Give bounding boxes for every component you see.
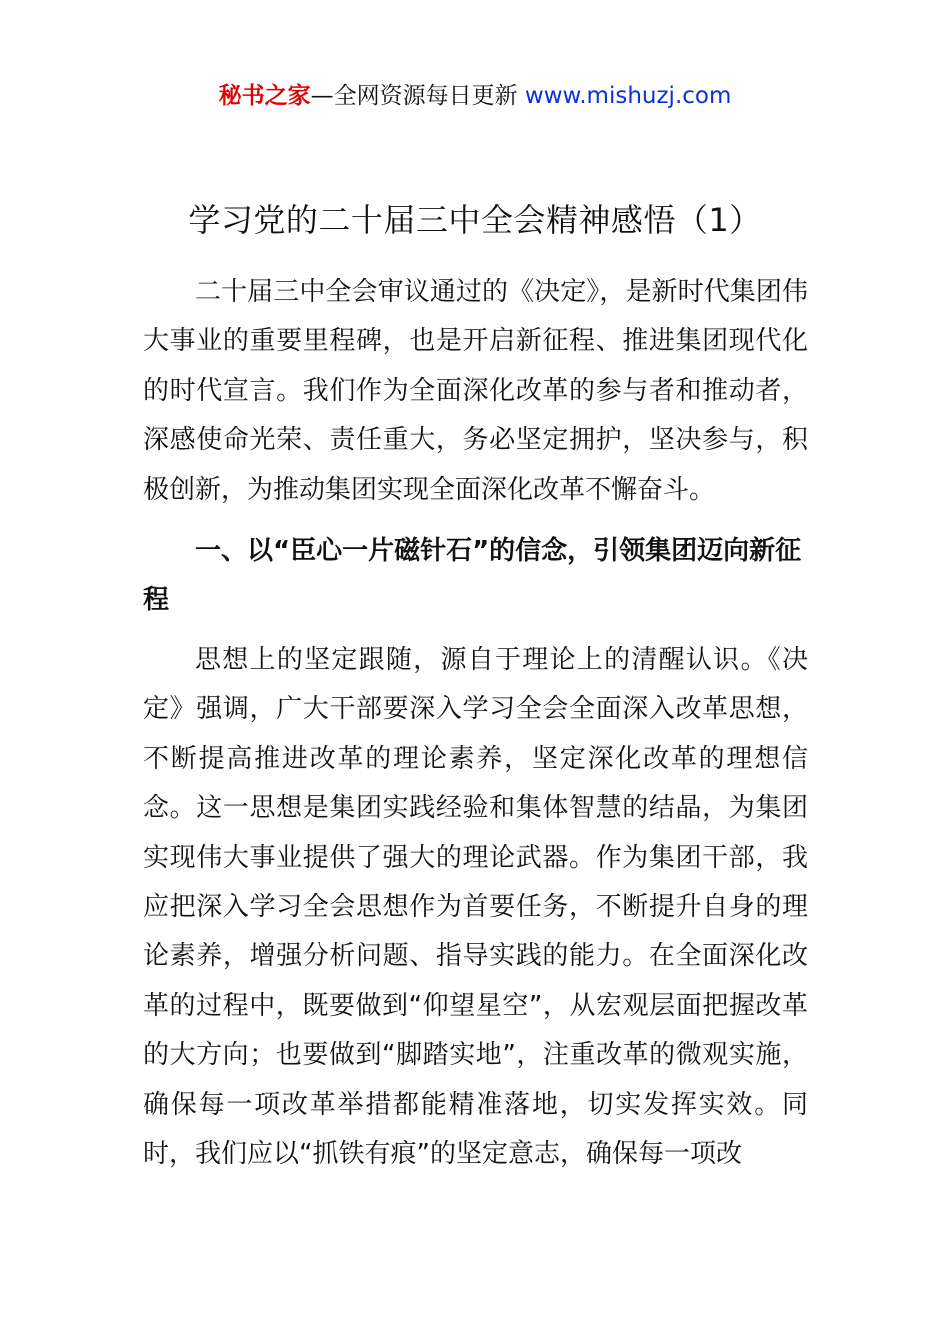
document-body bbox=[143, 268, 808, 1180]
site-url-link[interactable]: www.mishuzj.com bbox=[524, 83, 732, 109]
intro-paragraph: 二十届三中全会审议通过的《决定》，是新时代集团伟大事业的重要里程碑，也是开启新征程、推进集团现代化的时代宣言。我们作为全面深化改革的参与者和推动者，深感使命光荣、责任重大，务必坚定拥护，坚决参与，积极创新，为推动集团实现全面深化改革不懈奋斗。 bbox=[143, 277, 808, 505]
section-heading: 一、以“臣心一片磁针石”的信念，引领集团迈向新征程 bbox=[143, 536, 802, 616]
section-paragraph: 思想上的坚定跟随，源自于理论上的清醒认识。《决定》强调，广大干部要深入学习全会全面深入改革思想，不断提高推进改革的理论素养，坚定深化改革的理想信念。这一思想是集团实践经验和集体智慧的结晶，为集团实现伟大事业提供了强大的理论武器。作为集团干部，我应把深入学习全会思想作为首要任务，不断提升自身的理论素养，增强分析问题、指导实践的能力。在全面深化改革的过程中，既要做到“仰望星空”，从宏观层面把握改革的大方向；也要做到“脚踏实地”，注重改革的微观实施，确保每一项改革举措都能精准落地，切实发挥实效。同时，我们应以“抓铁有痕”的坚定意志，确保每一项改 bbox=[143, 645, 808, 1170]
site-tagline: —全网资源每日更新 bbox=[310, 83, 525, 109]
site-brand: 秘书之家 bbox=[218, 83, 311, 109]
document-title: 学习党的二十届三中全会精神感悟（1） bbox=[188, 201, 762, 239]
site-header bbox=[0, 80, 950, 112]
